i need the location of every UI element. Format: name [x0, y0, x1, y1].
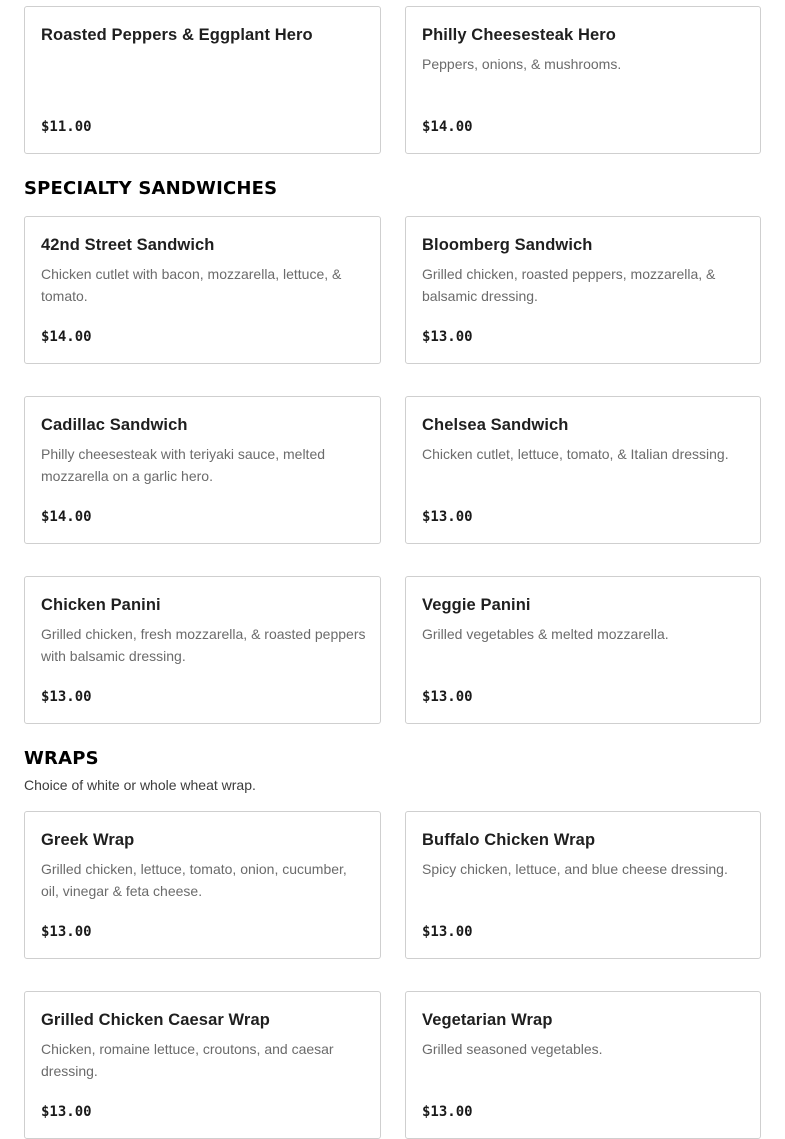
menu-item-card[interactable] [405, 811, 761, 959]
menu-item-card[interactable] [24, 6, 381, 154]
menu-item-description: Grilled vegetables & melted mozzarella. [422, 626, 669, 642]
menu-item-price: $13.00 [422, 689, 473, 705]
menu-item-price: $13.00 [422, 509, 473, 525]
menu-item-name: Chelsea Sandwich [422, 416, 569, 434]
section-heading-specialty-sandwiches: SPECIALTY SANDWICHES [24, 178, 278, 199]
section-note-wraps: Choice of white or whole wheat wrap. [24, 777, 256, 793]
menu-grid-wraps [24, 811, 761, 1139]
menu-item-card[interactable] [24, 991, 381, 1139]
menu-item-card[interactable] [405, 396, 761, 544]
menu-item-description: Grilled chicken, roasted peppers, mozzarella, & balsamic dressing. [422, 266, 716, 304]
menu-item-price: $13.00 [422, 329, 473, 345]
menu-item-card[interactable] [24, 576, 381, 724]
menu-item-price: $14.00 [41, 329, 92, 345]
menu-item-name: Philly Cheesesteak Hero [422, 26, 616, 44]
menu-item-name: Greek Wrap [41, 831, 135, 849]
section-heading-wraps: WRAPS [24, 748, 99, 769]
menu-item-card[interactable] [24, 216, 381, 364]
menu-item-name: Grilled Chicken Caesar Wrap [41, 1011, 270, 1029]
menu-item-description: Philly cheesesteak with teriyaki sauce, melted mozzarella on a garlic hero. [41, 446, 326, 484]
menu-item-description: Spicy chicken, lettuce, and blue cheese dressing. [422, 861, 728, 877]
menu-grid-heroes [24, 6, 761, 154]
menu-item-card[interactable] [405, 6, 761, 154]
menu-item-card[interactable] [405, 991, 761, 1139]
menu-item-description: Grilled seasoned vegetables. [422, 1041, 603, 1057]
menu-item-price: $13.00 [422, 924, 473, 940]
menu-item-name: Chicken Panini [41, 596, 161, 614]
menu-item-price: $13.00 [41, 689, 92, 705]
menu-item-card[interactable] [405, 576, 761, 724]
menu-item-name: 42nd Street Sandwich [41, 236, 215, 254]
menu-item-description: Grilled chicken, lettuce, tomato, onion, cucumber, oil, vinegar & feta cheese. [41, 861, 347, 899]
menu-item-price: $13.00 [41, 924, 92, 940]
menu-item-description: Peppers, onions, & mushrooms. [422, 56, 622, 72]
menu-item-name: Buffalo Chicken Wrap [422, 831, 596, 849]
menu-item-price: $13.00 [41, 1104, 92, 1120]
menu-item-price: $14.00 [422, 119, 473, 135]
menu-item-name: Veggie Panini [422, 596, 531, 614]
menu-item-description: Chicken, romaine lettuce, croutons, and caesar dressing. [41, 1041, 334, 1079]
menu-item-name: Vegetarian Wrap [422, 1011, 553, 1029]
menu-page [24, 6, 761, 1139]
menu-item-card[interactable] [24, 811, 381, 959]
menu-item-card[interactable] [24, 396, 381, 544]
menu-grid-specialty-sandwiches [24, 216, 761, 724]
menu-item-name: Bloomberg Sandwich [422, 236, 593, 254]
menu-item-price: $11.00 [41, 119, 92, 135]
menu-item-name: Cadillac Sandwich [41, 416, 188, 434]
menu-item-price: $14.00 [41, 509, 92, 525]
menu-item-name: Roasted Peppers & Eggplant Hero [41, 26, 313, 44]
menu-item-description: Grilled chicken, fresh mozzarella, & roasted peppers with balsamic dressing. [41, 626, 366, 664]
menu-item-description: Chicken cutlet, lettuce, tomato, & Italian dressing. [422, 446, 729, 462]
menu-item-description: Chicken cutlet with bacon, mozzarella, lettuce, & tomato. [41, 266, 342, 304]
menu-item-card[interactable] [405, 216, 761, 364]
menu-item-price: $13.00 [422, 1104, 473, 1120]
